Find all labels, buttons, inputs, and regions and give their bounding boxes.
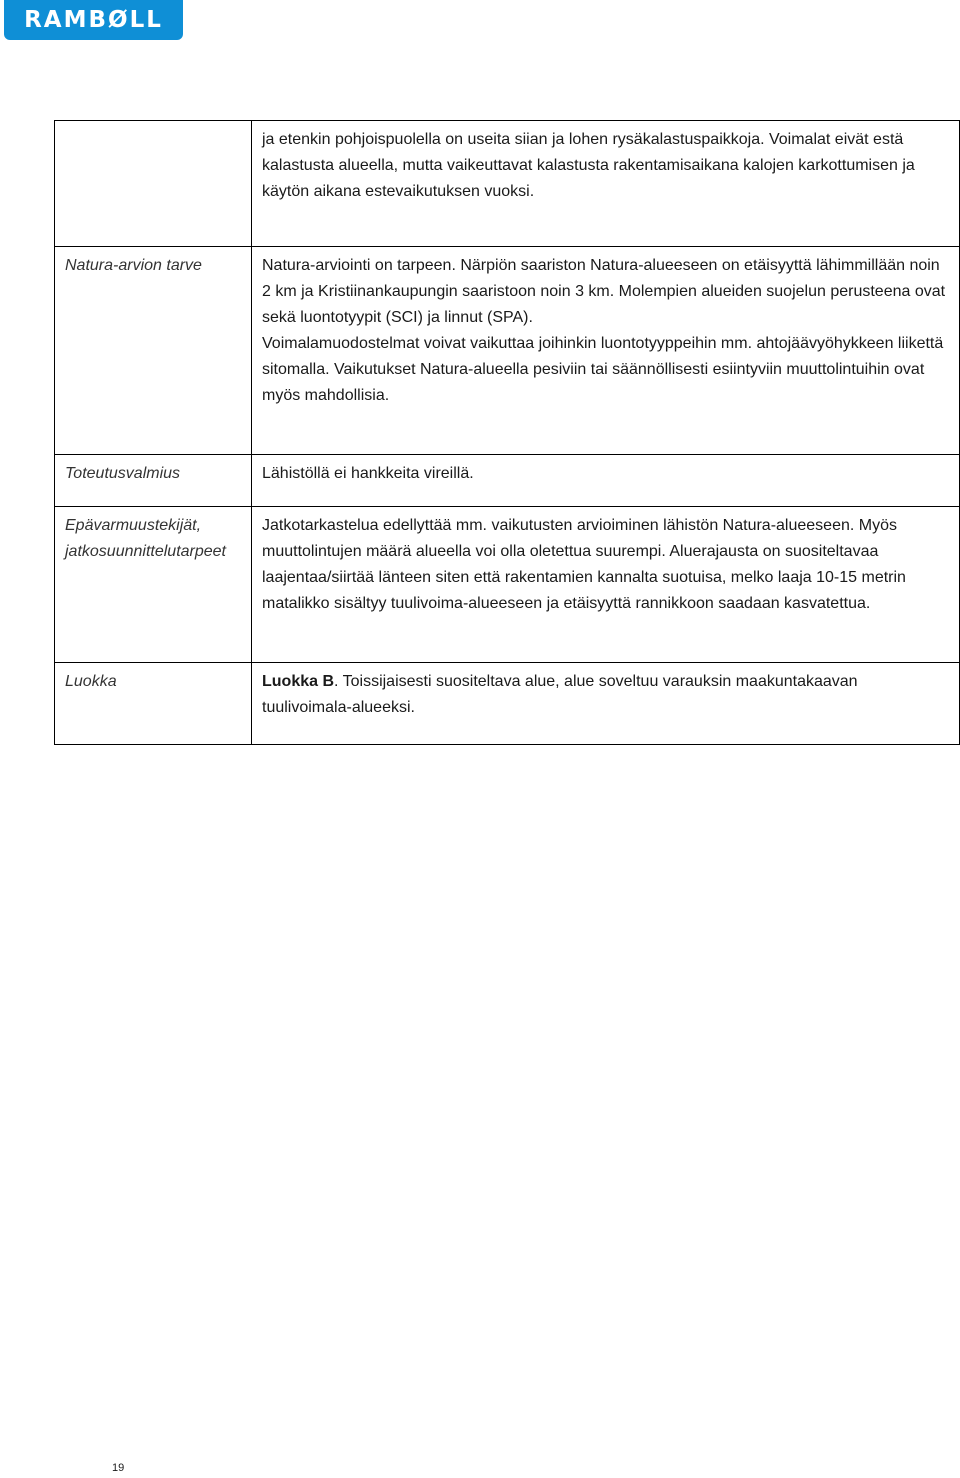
table-row — [55, 121, 960, 247]
logo-text: RAMBØLL — [24, 7, 163, 33]
row-content-readiness — [252, 455, 960, 507]
page-number: 19 — [112, 1462, 125, 1474]
row-label-readiness: Toteutusvalmius — [55, 455, 252, 507]
fishing-impact-text: ja etenkin pohjoispuolella on useita siian ja lohen rysäkalastuspaikkoja. Voimalat eivät estä kalastusta alueella, mutta vaikeuttavat kalastusta rakentamisaikana kalojen karkottumisen ja käytön aikana estevaikutuksen vuoksi. — [262, 131, 915, 200]
row-content-class — [252, 663, 960, 745]
row-label — [55, 121, 252, 247]
readiness-text: Lähistöllä ei hankkeita vireillä. — [262, 465, 474, 482]
table-row — [55, 455, 960, 507]
row-content-natura — [252, 247, 960, 455]
row-content-uncertainties — [252, 507, 960, 663]
row-label-uncertainties: Epävarmuustekijät, jatkosuunnittelutarpeet — [55, 507, 252, 663]
class-description: . Toissijaisesti suositeltava alue, alue soveltuu varauksin maakuntakaavan tuulivoimala-alueeksi. — [262, 673, 858, 716]
assessment-table — [54, 120, 960, 745]
class-value: Luokka B — [262, 673, 335, 690]
natura-paragraph-2: Voimalamuodostelmat voivat vaikuttaa joihinkin luontotyyppeihin mm. ahtojäävyöhykkeen liikettä sitomalla. Vaikutukset Natura-alueella pesiviin tai säännöllisesti esiintyviin muuttolintuihin ovat myös mahdollisia. — [262, 335, 944, 404]
row-label-natura: Natura-arvion tarve — [55, 247, 252, 455]
table-row — [55, 247, 960, 455]
table-row — [55, 507, 960, 663]
table-row — [55, 663, 960, 745]
natura-paragraph-1: Natura-arviointi on tarpeen. Närpiön saariston Natura-alueeseen on etäisyyttä lähimmillään noin 2 km ja Kristiinankaupungin saaristoon noin 3 km. Molempien alueiden suojelun perusteena ovat sekä luontotyypit (SCI) ja linnut (SPA). — [262, 257, 946, 326]
row-content — [252, 121, 960, 247]
class-text — [262, 673, 858, 716]
uncertainties-text: Jatkotarkastelua edellyttää mm. vaikutusten arvioiminen lähistön Natura-alueeseen. Myös muuttolintujen määrä alueella voi olla oletettua suurempi. Aluerajausta on suositeltavaa laajentaa/siirtää länteen siten että rakentamien kannalta suotuisa, melko laaja 10-15 metrin matalikko sisältyy tuulivoima-alueeseen ja etäisyyttä rannikkoon saadaan kasvatettua. — [262, 517, 906, 612]
row-label-class: Luokka — [55, 663, 252, 745]
ramboll-logo — [4, 0, 183, 40]
